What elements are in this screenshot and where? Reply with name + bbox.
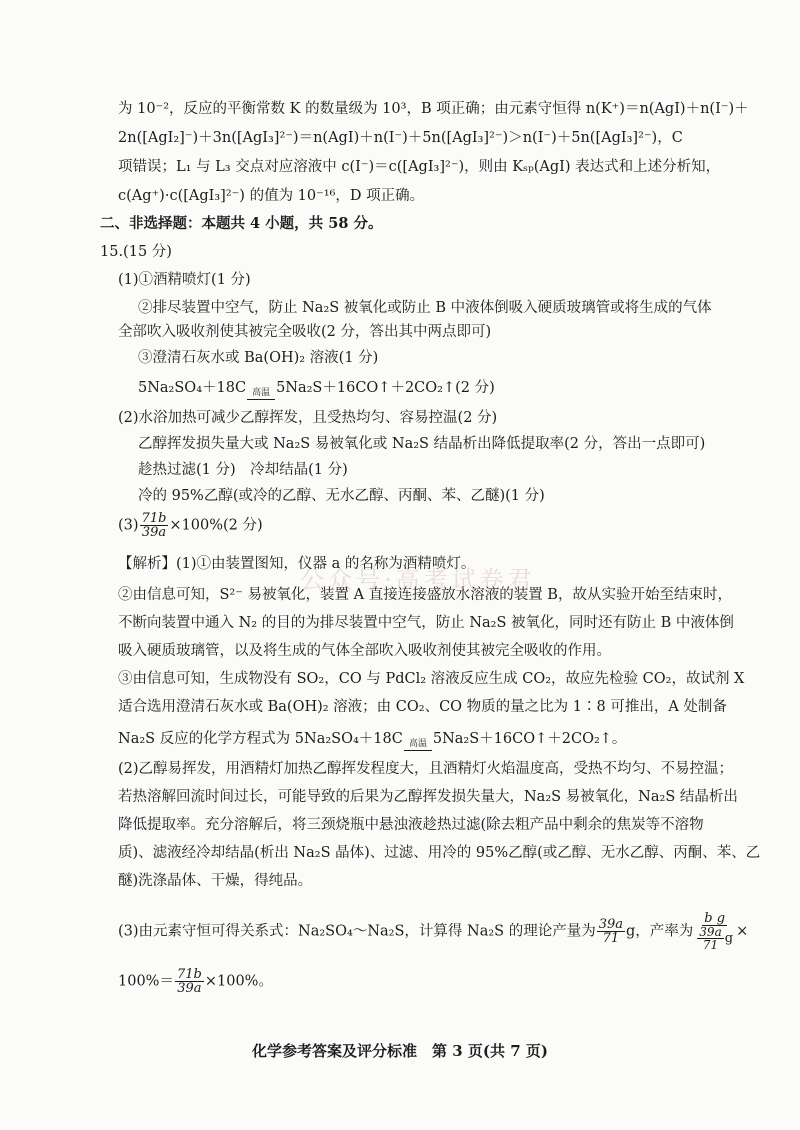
page-footer: 化学参考答案及评分标准 第 3 页(共 7 页) — [252, 1042, 548, 1060]
equation-reactants: 5Na₂SO₄＋18C — [138, 380, 247, 396]
explanation-line: 吸入硬质玻璃管，以及将生成的气体全部吹入吸收剂使其被完全吸收的作用。 — [118, 643, 611, 659]
answer-line: 趁热过滤(1 分) 冷却结晶(1 分) — [138, 462, 348, 478]
explanation-line: 不断向装置中通入 N₂ 的目的为排尽装置中空气，防止 Na₂S 被氧化，同时还有防止 B 中液体倒 — [118, 615, 734, 631]
numerator: 71b — [176, 967, 202, 982]
explanation-text: g，产率为 — [626, 923, 694, 940]
inner-fraction — [697, 926, 723, 951]
numerator: 39a — [598, 917, 623, 932]
answer-line: ②排尽装置中空气，防止 Na₂S 被氧化或防止 B 中液体倒吸入硬质玻璃管或将生成的气体 — [138, 300, 712, 316]
answer-line: 乙醇挥发损失量大或 Na₂S 易被氧化或 Na₂S 结晶析出降低提取率(2 分，答出一点即可) — [138, 436, 706, 452]
answer-line: 冷的 95%乙醇(或冷的乙醇、无水乙醇、丙酮、苯、乙醚)(1 分) — [138, 488, 545, 504]
answer-prefix: (3) — [118, 517, 139, 534]
explanation-line: (2)乙醇易挥发，用酒精灯加热乙醇挥发程度大，且酒精灯火焰温度高，受热不均匀、不易控温； — [118, 761, 734, 777]
explanation-text: ×100%。 — [204, 973, 273, 990]
watermark-text: 公众号·高考试卷君 — [300, 566, 536, 594]
numerator: b g — [704, 911, 726, 926]
equation-products: 5Na₂S＋16CO↑＋2CO₂↑(2 分) — [276, 380, 495, 396]
question-number: 15.(15 分) — [100, 244, 172, 260]
reaction-condition — [247, 388, 275, 400]
nested-fraction — [694, 912, 735, 951]
denominator: 39a — [177, 981, 202, 996]
explanation-line-fraction — [118, 968, 273, 995]
answer-line: 全部吹入吸收剂使其被完全吸收(2 分，答出其中两点即可) — [118, 324, 492, 340]
text-line: 项错误；L₁ 与 L₃ 交点对应溶液中 c(I⁻)＝c([AgI₃]²⁻)，则由 Kₛₚ(AgI) 表达式和上述分析知， — [118, 159, 721, 175]
text-line: c(Ag⁺)·c([AgI₃]²⁻) 的值为 10⁻¹⁶，D 项正确。 — [118, 188, 425, 204]
explanation-text: 100%＝ — [118, 973, 174, 990]
numerator: 39a — [699, 925, 722, 939]
denominator: 71 — [602, 931, 620, 946]
denominator — [694, 926, 735, 951]
answer-line: ③澄清石灰水或 Ba(OH)₂ 溶液(1 分) — [138, 350, 379, 366]
explanation-line: 质)、滤液经冷却结晶(析出 Na₂S 晶体)、过滤、用冷的 95%乙醇(或乙醇、无水乙醇、丙酮、苯、乙 — [118, 845, 761, 861]
denominator: 39a — [141, 525, 167, 540]
denominator: 71 — [702, 938, 719, 952]
reaction-condition — [404, 739, 432, 751]
chemical-equation — [138, 376, 495, 400]
text-line: 为 10⁻²，反应的平衡常数 K 的数量级为 10³，B 项正确；由元素守恒得 n(K⁺)＝n(AgI)＋n(I⁻)＋ — [118, 101, 749, 117]
explanation-line: 若热溶解回流时间过长，可能导致的后果为乙醇挥发损失量大，Na₂S 易被氧化，Na₂S 结晶析出 — [118, 789, 738, 805]
section-heading: 二、非选择题：本题共 4 小题，共 58 分。 — [100, 215, 383, 232]
explanation-equation — [118, 727, 626, 751]
fraction — [175, 968, 204, 995]
condition-text: 高温 — [408, 739, 427, 749]
answer-line: (1)①酒精喷灯(1 分) — [118, 272, 251, 288]
equation-products: 5Na₂S＋16CO↑＋2CO₂↑。 — [432, 731, 627, 747]
explanation-line: ②由信息可知，S²⁻ 易被氧化，装置 A 直接连接盛放水溶液的装置 B，故从实验开始至结束时， — [118, 587, 732, 603]
answer-line: (2)水浴加热可减少乙醇挥发，且受热均匀、容易控温(2 分) — [118, 410, 498, 426]
text-line: 2n([AgI₂]⁻)＋3n([AgI₃]²⁻)＝n(AgI)＋n(I⁻)＋5n([AgI₃]²⁻)＞n(I⁻)＋5n([AgI₃]²⁻)，C — [118, 130, 683, 146]
unit: g — [724, 931, 734, 946]
numerator: 71b — [141, 511, 167, 526]
equation-reactants: Na₂S 反应的化学方程式为 5Na₂SO₄＋18C — [118, 731, 403, 747]
fraction — [597, 918, 625, 945]
explanation-line: 【解析】(1)①由装置图知，仪器 a 的名称为酒精喷灯。 — [118, 556, 476, 572]
fraction — [140, 512, 169, 539]
explanation-line: 降低提取率。充分溶解后，将三颈烧瓶中悬浊液趁热过滤(除去粗产品中剩余的焦炭等不溶物 — [118, 817, 704, 833]
explanation-line: ③由信息可知，生成物没有 SO₂，CO 与 PdCl₂ 溶液反应生成 CO₂，故应先检验 CO₂，故试剂 X — [118, 671, 745, 687]
answer-suffix: ×100%(2 分) — [169, 517, 263, 534]
explanation-text: (3)由元素守恒可得关系式：Na₂SO₄～Na₂S，计算得 Na₂S 的理论产量为 — [118, 923, 596, 940]
explanation-line: 醚)洗涤晶体、干燥，得纯品。 — [118, 873, 313, 889]
answer-line-fraction — [118, 512, 263, 539]
condition-text: 高温 — [252, 388, 271, 398]
explanation-text: × — [736, 923, 749, 940]
explanation-line-fractions — [118, 912, 748, 951]
explanation-line: 适合选用澄清石灰水或 Ba(OH)₂ 溶液；由 CO₂、CO 物质的量之比为 1∶8 可推出，A 处制备 — [118, 699, 727, 715]
